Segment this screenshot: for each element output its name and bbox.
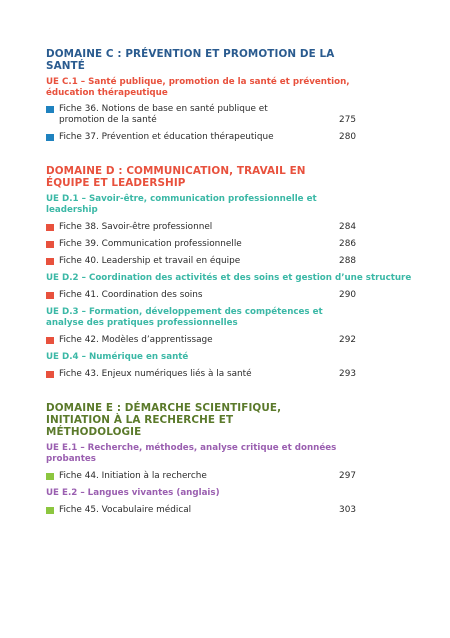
bullet-square-icon — [46, 337, 54, 345]
entry-label: Fiche 40. Leadership et travail en équipe — [59, 256, 241, 266]
toc-entry-fiche-43[interactable] — [46, 369, 356, 380]
ue-d4-title: UE D.4 – Numérique en santé — [46, 352, 189, 362]
toc-entry-fiche-38[interactable] — [46, 222, 356, 233]
toc-entry-fiche-41[interactable] — [46, 290, 356, 301]
ue-d2-title: UE D.2 – Coordination des activités et des soins et gestion d’une structure — [46, 273, 412, 283]
ue-d1-title: UE D.1 – Savoir-être, communication professionnelle et leadership — [46, 194, 317, 215]
toc-entry-fiche-37[interactable] — [46, 132, 356, 143]
toc-entry-fiche-45[interactable] — [46, 505, 356, 516]
entry-label: Fiche 36. Notions de base en santé publique et promotion de la santé — [59, 104, 268, 125]
entry-page-number: 286 — [339, 239, 356, 249]
bullet-square-icon — [46, 134, 54, 142]
entry-page-number: 297 — [339, 471, 356, 481]
entry-label: Fiche 43. Enjeux numériques liés à la santé — [59, 369, 252, 379]
ue-e1-title: UE E.1 – Recherche, méthodes, analyse critique et données probantes — [46, 443, 337, 464]
domain-e-title: DOMAINE E : DÉMARCHE SCIENTIFIQUE, INITIATION À LA RECHERCHE ET MÉTHODOLOGIE — [46, 402, 282, 438]
entry-page-number: 280 — [339, 132, 356, 142]
entry-page-number: 288 — [339, 256, 356, 266]
entry-page-number: 284 — [339, 222, 356, 232]
bullet-square-icon — [46, 292, 54, 300]
entry-label: Fiche 39. Communication professionnelle — [59, 239, 242, 249]
domain-c-title: DOMAINE C : PRÉVENTION ET PROMOTION DE LA SANTÉ — [46, 48, 335, 72]
entry-label: Fiche 45. Vocabulaire médical — [59, 505, 192, 515]
bullet-square-icon — [46, 106, 54, 114]
bullet-square-icon — [46, 371, 54, 379]
domain-d-title: DOMAINE D : COMMUNICATION, TRAVAIL EN ÉQUIPE ET LEADERSHIP — [46, 165, 306, 189]
entry-label: Fiche 37. Prévention et éducation thérapeutique — [59, 132, 274, 142]
toc-entry-fiche-44[interactable] — [46, 471, 356, 482]
toc-entry-fiche-42[interactable] — [46, 335, 356, 346]
entry-label: Fiche 41. Coordination des soins — [59, 290, 203, 300]
domain-e — [46, 402, 356, 516]
bullet-square-icon — [46, 224, 54, 232]
bullet-square-icon — [46, 241, 54, 249]
bullet-square-icon — [46, 507, 54, 515]
toc-entry-fiche-36[interactable] — [46, 104, 356, 126]
entry-page-number: 290 — [339, 290, 356, 300]
bullet-square-icon — [46, 473, 54, 481]
domain-d — [46, 165, 412, 380]
entry-label: Fiche 44. Initiation à la recherche — [59, 471, 207, 481]
entry-label: Fiche 38. Savoir-être professionnel — [59, 222, 213, 232]
entry-label: Fiche 42. Modèles d’apprentissage — [59, 335, 213, 345]
ue-e2-title: UE E.2 – Langues vivantes (anglais) — [46, 488, 220, 498]
table-of-contents — [46, 48, 412, 516]
entry-page-number: 275 — [339, 115, 356, 125]
domain-c — [46, 48, 356, 143]
toc-entry-fiche-40[interactable] — [46, 256, 356, 267]
ue-c1-title: UE C.1 – Santé publique, promotion de la santé et prévention, éducation thérapeutique — [46, 77, 350, 98]
entry-page-number: 292 — [339, 335, 356, 345]
entry-page-number: 293 — [339, 369, 356, 379]
ue-d3-title: UE D.3 – Formation, développement des compétences et analyse des pratiques professionnelles — [46, 307, 323, 328]
entry-page-number: 303 — [339, 505, 356, 515]
bullet-square-icon — [46, 258, 54, 266]
toc-entry-fiche-39[interactable] — [46, 239, 356, 250]
